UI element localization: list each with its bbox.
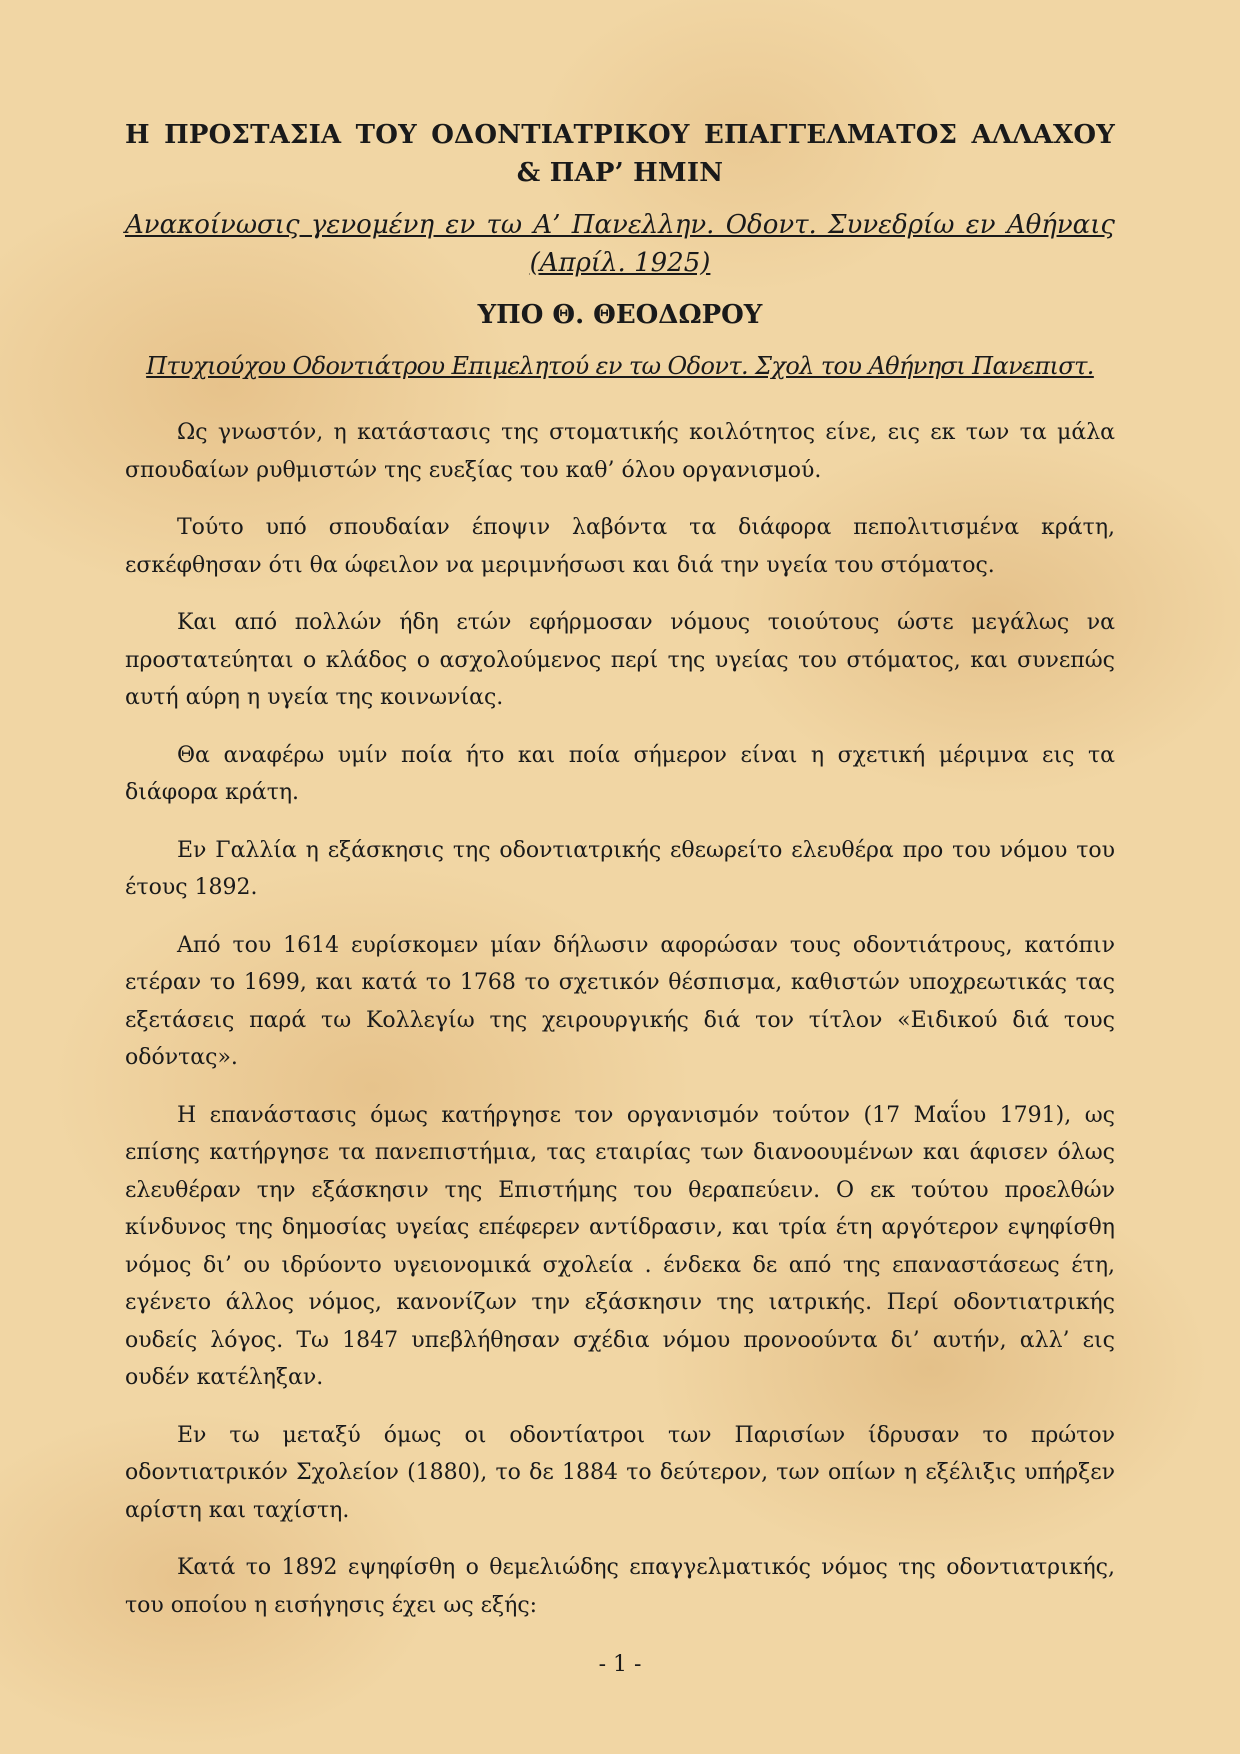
document-page (125, 116, 1115, 1644)
paragraph: Τούτο υπό σπουδαίαν έποψιν λαβόντα τα διάφορα πεπολιτισμένα κράτη, εσκέφθησαν ότι θα ώφειλον να μεριμνήσωσι και διά την υγεία του στόματος. (125, 515, 1115, 578)
document-body (125, 414, 1115, 1624)
paragraph: Ως γνωστόν, η κατάστασις της στοματικής κοιλότητος είνε, εις εκ των τα μάλα σπουδαίων ρυθμιστών της ευεξίας του καθ’ όλου οργανισμού. (125, 420, 1115, 483)
paragraph: Η επανάστασις όμως κατήργησε τον οργανισμόν τούτον (17 Μαΐου 1791), ως επίσης κατήργησε τα πανεπιστήμια, τας εταιρίας των διανοουμένων και άφισεν όλως ελευθέραν την εξάσκησιν της Επιστήμης του θεραπεύειν. Ο εκ τούτου προελθών κίνδυνος της δημοσίας υγείας επέφερεν αντίδρασιν, και τρία έτη αργότερον εψηφίσθη νόμος δι’ ου ιδρύοντο υγειονομικά σχολεία . ένδεκα δε από της επαναστάσεως έτη, εγένετο άλλος νόμος, κανονίζων την εξάσκησιν της ιατρικής. Περί οδοντιατρικής ουδείς λόγος. Τω 1847 υπεβλήθησαν σχέδια νόμου προνοούντα δι’ αυτήν, αλλ’ εις ουδέν κατέληξαν. (125, 1102, 1115, 1390)
paragraph: Από του 1614 ευρίσκομεν μίαν δήλωσιν αφορώσαν τους οδοντιάτρους, κατόπιν ετέραν το 1699, και κατά το 1768 το σχετικόν θέσπισμα, καθιστών υποχρεωτικάς τας εξετάσεις παρά τω Κολλεγίω της χειρουργικής διά τον τίτλον «Ειδικού διά τους οδόντας». (125, 932, 1115, 1070)
paragraph: Και από πολλών ήδη ετών εφήρμοσαν νόμους τοιούτους ώστε μεγάλως να προστατεύηται ο κλάδος ο ασχολούμενος περί της υγείας του στόματος, και συνεπώς αυτή αύρη η υγεία της κοινωνίας. (125, 610, 1115, 710)
paragraph: Κατά το 1892 εψηφίσθη ο θεμελιώδης επαγγελματικός νόμος της οδοντιατρικής, του οποίου η εισήγησις έχει ως εξής: (125, 1555, 1115, 1618)
page-number: - 1 - (598, 1652, 642, 1677)
paragraph: Θα αναφέρω υμίν ποία ήτο και ποία σήμερον είναι η σχετική μέριμνα εις τα διάφορα κράτη. (125, 742, 1115, 805)
author-affiliation: Πτυχιούχου Οδοντιάτρου Επιμελητού εν τω Οδοντ. Σχολ του Αθήνησι Πανεπιστ. (146, 352, 1094, 380)
paragraph: Εν Γαλλία η εξάσκησις της οδοντιατρικής εθεωρείτο ελευθέρα προ του νόμου του έτους 1892. (125, 837, 1115, 900)
author-line: ΥΠΟ Θ. ΘΕΟΔΩΡΟΥ (477, 300, 763, 330)
paragraph: Εν τω μεταξύ όμως οι οδοντίατροι των Παρισίων ίδρυσαν το πρώτον οδοντιατρικόν Σχολείον (1880), το δε 1884 το δεύτερον, των οπίων η εξέλιξις υπήρξεν αρίστη και ταχίστη. (125, 1422, 1115, 1523)
document-title: Η ΠΡΟΣΤΑΣΙΑ ΤΟΥ ΟΔΟΝΤΙΑΤΡΙΚΟΥ ΕΠΑΓΓΕΛΜΑΤΟΣ ΑΛΛΑΧΟΥ & ΠΑΡ’ ΗΜΙΝ (125, 120, 1115, 188)
document-subtitle: Ανακοίνωσις γενομένη εν τω Α’ Πανελλην. Οδοντ. Συνεδρίω εν Αθήναις (Απρίλ. 1925) (125, 210, 1115, 278)
